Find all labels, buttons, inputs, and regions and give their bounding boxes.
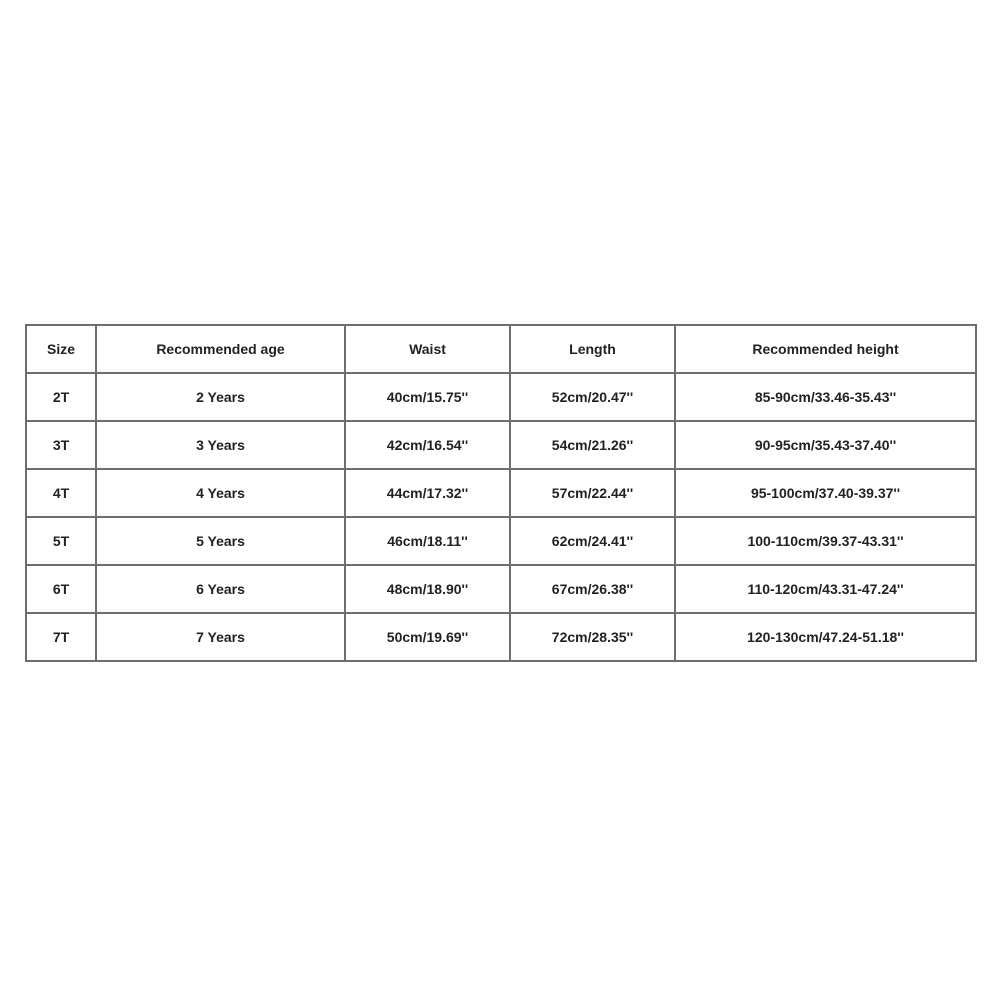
cell-length: 72cm/28.35'' — [510, 613, 675, 661]
header-size: Size — [26, 325, 96, 373]
table-row — [26, 469, 976, 517]
cell-height: 90-95cm/35.43-37.40'' — [675, 421, 976, 469]
cell-height: 100-110cm/39.37-43.31'' — [675, 517, 976, 565]
table-row — [26, 421, 976, 469]
cell-size: 6T — [26, 565, 96, 613]
header-length: Length — [510, 325, 675, 373]
cell-length: 62cm/24.41'' — [510, 517, 675, 565]
cell-waist: 46cm/18.11'' — [345, 517, 510, 565]
cell-height: 120-130cm/47.24-51.18'' — [675, 613, 976, 661]
cell-waist: 50cm/19.69'' — [345, 613, 510, 661]
cell-size: 4T — [26, 469, 96, 517]
cell-size: 7T — [26, 613, 96, 661]
cell-age: 3 Years — [96, 421, 345, 469]
cell-height: 95-100cm/37.40-39.37'' — [675, 469, 976, 517]
cell-length: 52cm/20.47'' — [510, 373, 675, 421]
header-recommended-height: Recommended height — [675, 325, 976, 373]
cell-length: 57cm/22.44'' — [510, 469, 675, 517]
cell-waist: 40cm/15.75'' — [345, 373, 510, 421]
cell-age: 5 Years — [96, 517, 345, 565]
table-row — [26, 613, 976, 661]
table-row — [26, 373, 976, 421]
cell-waist: 44cm/17.32'' — [345, 469, 510, 517]
header-waist: Waist — [345, 325, 510, 373]
cell-size: 5T — [26, 517, 96, 565]
cell-age: 2 Years — [96, 373, 345, 421]
cell-size: 2T — [26, 373, 96, 421]
cell-height: 110-120cm/43.31-47.24'' — [675, 565, 976, 613]
cell-length: 54cm/21.26'' — [510, 421, 675, 469]
cell-length: 67cm/26.38'' — [510, 565, 675, 613]
cell-waist: 42cm/16.54'' — [345, 421, 510, 469]
header-row — [26, 325, 976, 373]
cell-waist: 48cm/18.90'' — [345, 565, 510, 613]
cell-age: 4 Years — [96, 469, 345, 517]
table-row — [26, 565, 976, 613]
cell-height: 85-90cm/33.46-35.43'' — [675, 373, 976, 421]
cell-age: 6 Years — [96, 565, 345, 613]
header-recommended-age: Recommended age — [96, 325, 345, 373]
cell-size: 3T — [26, 421, 96, 469]
size-chart-table — [25, 324, 977, 662]
cell-age: 7 Years — [96, 613, 345, 661]
table-row — [26, 517, 976, 565]
